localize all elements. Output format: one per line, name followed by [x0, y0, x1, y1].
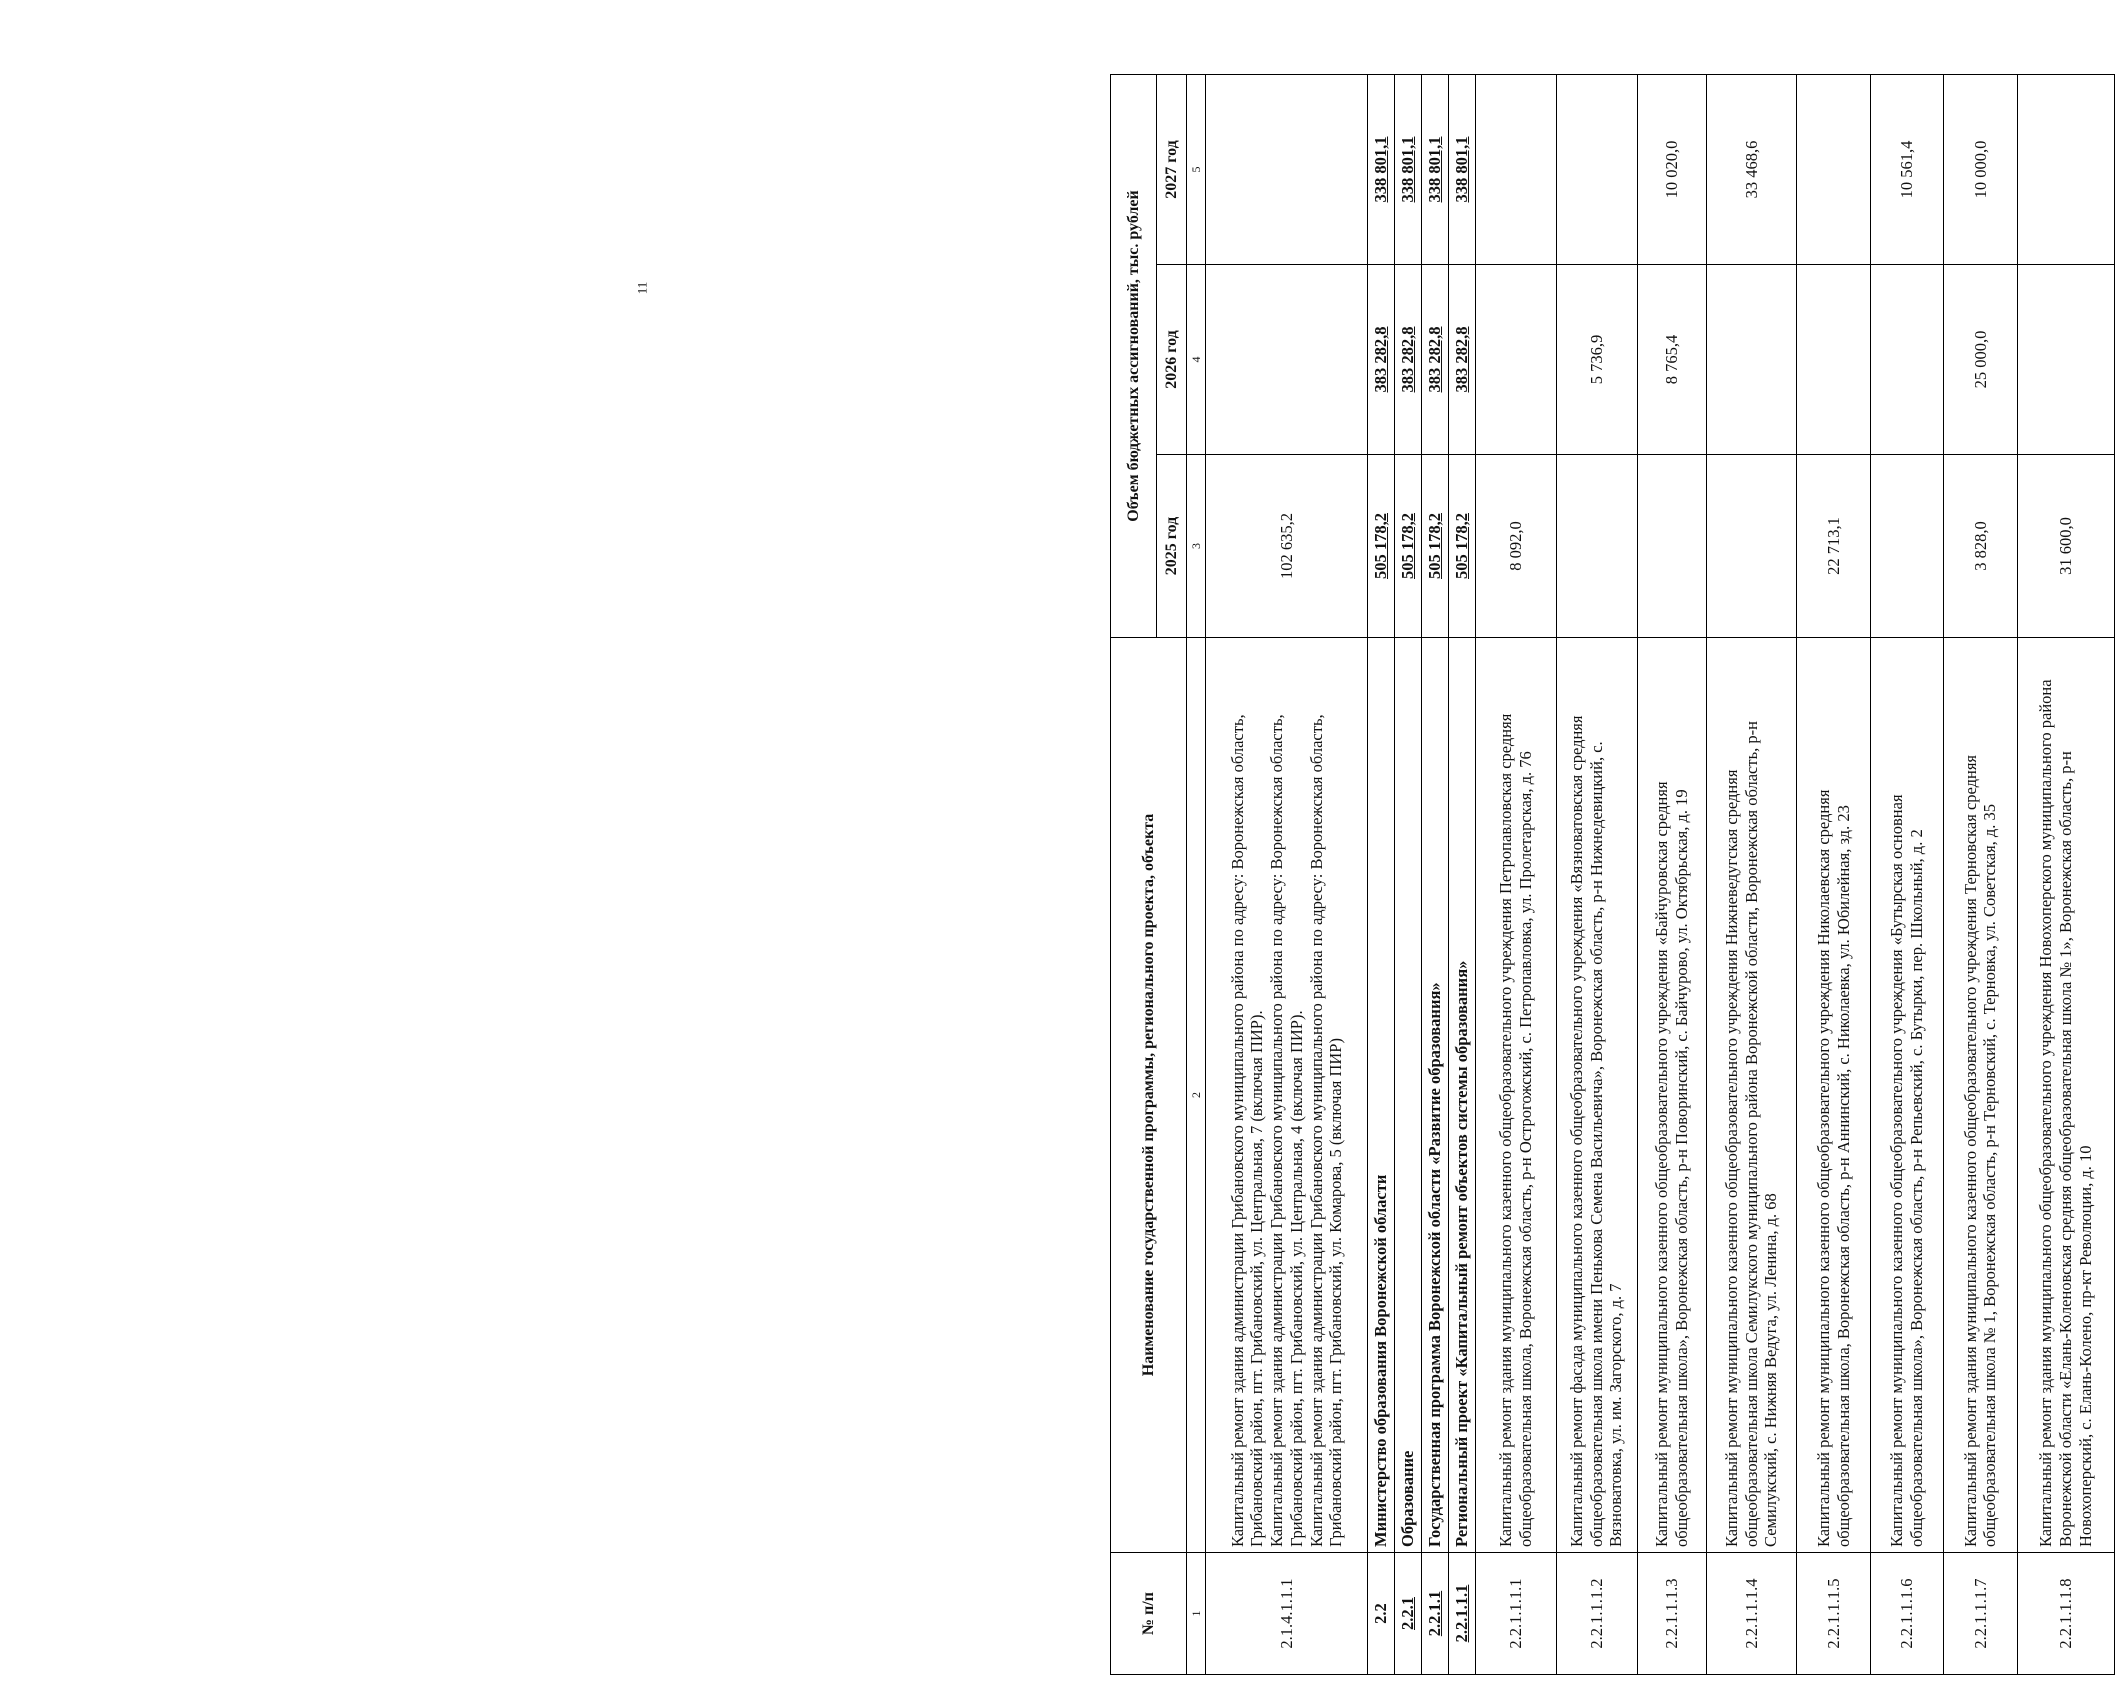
- value-2027: 10 561,4: [1870, 74, 1943, 264]
- page-number: 11: [634, 281, 650, 295]
- value-2026: [1870, 265, 1943, 455]
- rotated-page: [1110, 75, 2115, 1675]
- table-row: [1944, 74, 2017, 1674]
- value-2027: 10 000,0: [1944, 74, 2017, 264]
- value-2026: 383 282,8: [1395, 265, 1422, 455]
- value-2026: 383 282,8: [1448, 265, 1475, 455]
- table-row: [1395, 74, 1422, 1674]
- row-number: 2.2.1.1.1.4: [1706, 1553, 1797, 1675]
- value-2027: [1475, 74, 1556, 264]
- row-name-line: Капитальный ремонт здания администрации Грибановского муниципального района по адресу: Воронежская область, Грибановский район, пгт. Грибановский, ул. Центральная, 4 (включая ПИР).: [1267, 714, 1306, 1547]
- header-year-2026: 2026 год: [1157, 265, 1187, 455]
- row-number: 2.2.1.1.1.1: [1475, 1553, 1556, 1675]
- value-2027: [1206, 74, 1368, 264]
- table-row: [1706, 74, 1797, 1674]
- row-name: Капитальный ремонт муниципального казенного общеобразовательного учреждения Нижневедугская средняя общеобразовательная школа Семилукского муниципального района Воронежской области, Воронежская область, р-н Семилукский, с. Нижняя Ведуга, ул. Ленина, д. 68: [1706, 638, 1797, 1553]
- row-name: Капитальный ремонт здания муниципального общеобразовательного учреждения Новохоперского муниципального района Воронежской области «Елань-Коленовская средняя общеобразовательная школа № 1», Воронежская область, р-н Новохоперский, с. Елань-Колено, пр-кт Революции, д. 10: [2017, 638, 2114, 1553]
- value-2026: [2017, 265, 2114, 455]
- value-2025: 505 178,2: [1448, 455, 1475, 638]
- row-number: 2.2.1.1.1.3: [1637, 1553, 1706, 1675]
- value-2025: [1706, 455, 1797, 638]
- value-2025: 505 178,2: [1368, 455, 1395, 638]
- value-2026: [1797, 265, 1870, 455]
- header-year-2025: 2025 год: [1157, 455, 1187, 638]
- table-row: [1870, 74, 1943, 1674]
- value-2027: 338 801,1: [1368, 74, 1395, 264]
- value-2025: 22 713,1: [1797, 455, 1870, 638]
- value-2027: 338 801,1: [1448, 74, 1475, 264]
- table-row: [1637, 74, 1706, 1674]
- row-name: Региональный проект «Капитальный ремонт объектов системы образования»: [1448, 638, 1475, 1553]
- value-2025: 505 178,2: [1421, 455, 1448, 638]
- value-2026: 8 765,4: [1637, 265, 1706, 455]
- value-2026: [1706, 265, 1797, 455]
- row-number: 2.2.1: [1395, 1553, 1422, 1675]
- row-name: Образование: [1395, 638, 1422, 1553]
- value-2026: 25 000,0: [1944, 265, 2017, 455]
- row-name: Министерство образования Воронежской области: [1368, 638, 1395, 1553]
- row-number: 2.2.1.1.1.7: [1944, 1553, 2017, 1675]
- row-number: 2.2: [1368, 1553, 1395, 1675]
- table-row: [1448, 74, 1475, 1674]
- index-cell: 2: [1187, 638, 1206, 1553]
- value-2026: [1475, 265, 1556, 455]
- value-2025: 3 828,0: [1944, 455, 2017, 638]
- value-2025: 102 635,2: [1206, 455, 1368, 638]
- row-name: Государственная программа Воронежской области «Развитие образования»: [1421, 638, 1448, 1553]
- value-2025: [1870, 455, 1943, 638]
- header-year-2027: 2027 год: [1157, 74, 1187, 264]
- row-name: [1206, 638, 1368, 1553]
- value-2026: [1206, 265, 1368, 455]
- row-number: 2.2.1.1.1.2: [1556, 1553, 1637, 1675]
- table-row: [1368, 74, 1395, 1674]
- value-2027: 338 801,1: [1395, 74, 1422, 264]
- value-2026: 383 282,8: [1368, 265, 1395, 455]
- index-cell: 1: [1187, 1553, 1206, 1675]
- table-row: [1556, 74, 1637, 1674]
- row-name: Капитальный ремонт здания муниципального казенного общеобразовательного учреждения Терновская средняя общеобразовательная школа № 1, Воронежская область, р-н Терновский, с. Терновка, ул. Советская, д. 35: [1944, 638, 2017, 1553]
- row-number: 2.2.1.1.1.5: [1797, 1553, 1870, 1675]
- value-2026: 5 736,9: [1556, 265, 1637, 455]
- value-2027: [1556, 74, 1637, 264]
- row-number: 2.2.1.1.1.8: [2017, 1553, 2114, 1675]
- row-name-line: Капитальный ремонт здания администрации Грибановского муниципального района по адресу: Воронежская область, Грибановский район, пгт. Грибановский, ул. Комарова, 5 (включая ПИР): [1306, 714, 1346, 1547]
- value-2027: [1797, 74, 1870, 264]
- row-name-line: Капитальный ремонт здания администрации Грибановского муниципального района по адресу: Воронежская область, Грибановский район, пгт. Грибановский, ул. Центральная, 7 (включая ПИР).: [1227, 714, 1267, 1547]
- table-row: [2017, 74, 2114, 1674]
- row-name: Капитальный ремонт муниципального казенного общеобразовательного учреждения Николаевская средняя общеобразовательная школа, Воронежская область, р-н Аннинский, с. Николаевка, ул. Юбилейная, зд. 23: [1797, 638, 1870, 1553]
- index-cell: 3: [1187, 455, 1206, 638]
- value-2027: 10 020,0: [1637, 74, 1706, 264]
- table-row: [1797, 74, 1870, 1674]
- table-row: [1206, 74, 1368, 1674]
- value-2026: 383 282,8: [1421, 265, 1448, 455]
- table-row: [1421, 74, 1448, 1674]
- value-2027: 338 801,1: [1421, 74, 1448, 264]
- value-2025: 31 600,0: [2017, 455, 2114, 638]
- row-number: 2.2.1.1.1.6: [1870, 1553, 1943, 1675]
- row-name: Капитальный ремонт муниципального казенного общеобразовательного учреждения «Байчуровская средняя общеобразовательная школа», Воронежская область, р-н Поворинский, с. Байчурово, ул. Октябрьская, д. 19: [1637, 638, 1706, 1553]
- value-2025: 8 092,0: [1475, 455, 1556, 638]
- row-name: Капитальный ремонт муниципального казенного общеобразовательного учреждения «Бутырская основная общеобразовательная школа», Воронежская область, р-н Репьевский, с. Бутырки, пер. Школьный, д. 2: [1870, 638, 1943, 1553]
- row-number: 2.1.4.1.1.1: [1206, 1553, 1368, 1675]
- index-cell: 5: [1187, 74, 1206, 264]
- value-2025: 505 178,2: [1395, 455, 1422, 638]
- header-number: № п/п: [1111, 1553, 1187, 1675]
- row-number: 2.2.1.1.1: [1448, 1553, 1475, 1675]
- value-2027: [2017, 74, 2114, 264]
- value-2025: [1637, 455, 1706, 638]
- table-row: [1475, 74, 1556, 1674]
- index-cell: 4: [1187, 265, 1206, 455]
- row-number: 2.2.1.1: [1421, 1553, 1448, 1675]
- header-name: Наименование государственной программы, регионального проекта, объекта: [1111, 638, 1187, 1553]
- budget-table: [1110, 74, 2115, 1675]
- header-volume: Объем бюджетных ассигнований, тыс. рублей: [1111, 74, 1157, 637]
- value-2027: 33 468,6: [1706, 74, 1797, 264]
- row-name: Капитальный ремонт фасада муниципального казенного общеобразовательного учреждения «Вязноватовская средняя общеобразовательная школа имени Пенькова Семена Васильевича», Воронежская область, р-н Нижнедевицкий, с. Вязноватовка, ул. им. Загорского, д. 7: [1556, 638, 1637, 1553]
- row-name: Капитальный ремонт здания муниципального казенного общеобразовательного учреждения Петропавловская средняя общеобразовательная школа, Воронежская область, р-н Острогожский, с. Петропавловка, ул. Пролетарская, д. 76: [1475, 638, 1556, 1553]
- value-2025: [1556, 455, 1637, 638]
